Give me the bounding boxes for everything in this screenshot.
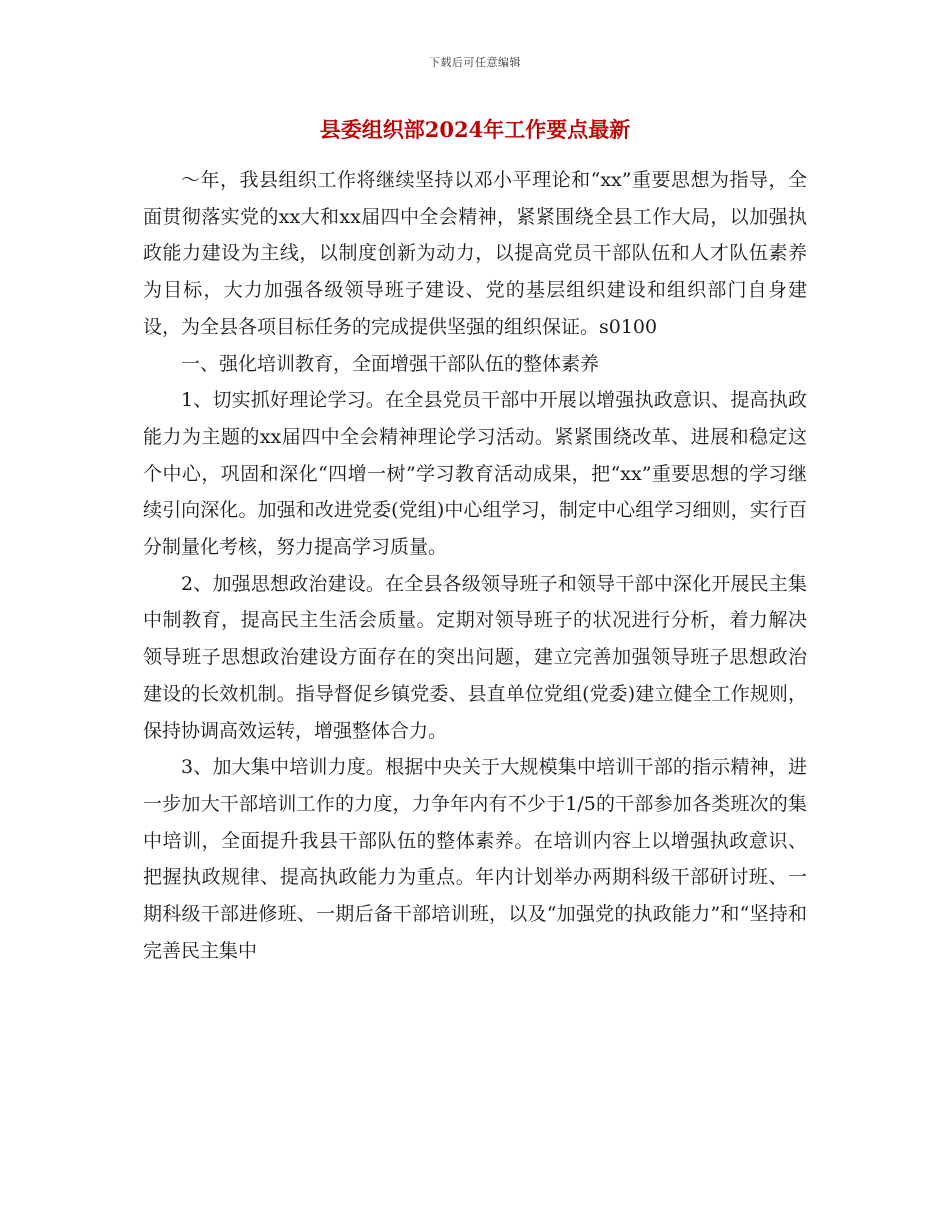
document-body: [143, 162, 807, 969]
paragraph-item-1: 1、切实抓好理论学习。在全县党员干部中开展以增强执政意识、提高执政能力为主题的xx届四中全会精神理论学习活动。紧紧围绕改革、进展和稳定这个中心，巩固和深化“四增一树”学习教育活动成果，把“xx”重要思想的学习继续引向深化。加强和改进党委(党组)中心组学习，制定中心组学习细则，实行百分制量化考核，努力提高学习质量。: [143, 389, 807, 559]
header-note: 下载后可任意编辑: [429, 56, 521, 69]
document-title: 县委组织部2024年工作要点最新: [319, 117, 631, 142]
paragraph-intro: ～年，我县组织工作将继续坚持以邓小平理论和“xx”重要思想为指导，全面贯彻落实党的xx大和xx届四中全会精神，紧紧围绕全县工作大局，以加强执政能力建设为主线，以制度创新为动力，以提高党员干部队伍和人才队伍素养为目标，大力加强各级领导班子建设、党的基层组织建设和组织部门自身建设，为全县各项目标任务的完成提供坚强的组织保证。s0100: [143, 169, 807, 338]
paragraph-item-3: 3、加大集中培训力度。根据中央关于大规模集中培训干部的指示精神，进一步加大干部培训工作的力度，力争年内有不少于1/5的干部参加各类班次的集中培训，全面提升我县干部队伍的整体素养。在培训内容上以增强执政意识、把握执政规律、提高执政能力为重点。年内计划举办两期科级干部研讨班、一期科级干部进修班、一期后备干部培训班，以及“加强党的执政能力”和“坚持和完善民主集中: [143, 756, 807, 962]
section-heading-1: 一、强化培训教育，全面增强干部队伍的整体素养: [181, 352, 600, 375]
paragraph-item-2: 2、加强思想政治建设。在全县各级领导班子和领导干部中深化开展民主集中制教育，提高民主生活会质量。定期对领导班子的状况进行分析，着力解决领导班子思想政治建设方面存在的突出问题，建立完善加强领导班子思想政治建设的长效机制。指导督促乡镇党委、县直单位党组(党委)建立健全工作规则，保持协调高效运转，增强整体合力。: [143, 572, 807, 742]
